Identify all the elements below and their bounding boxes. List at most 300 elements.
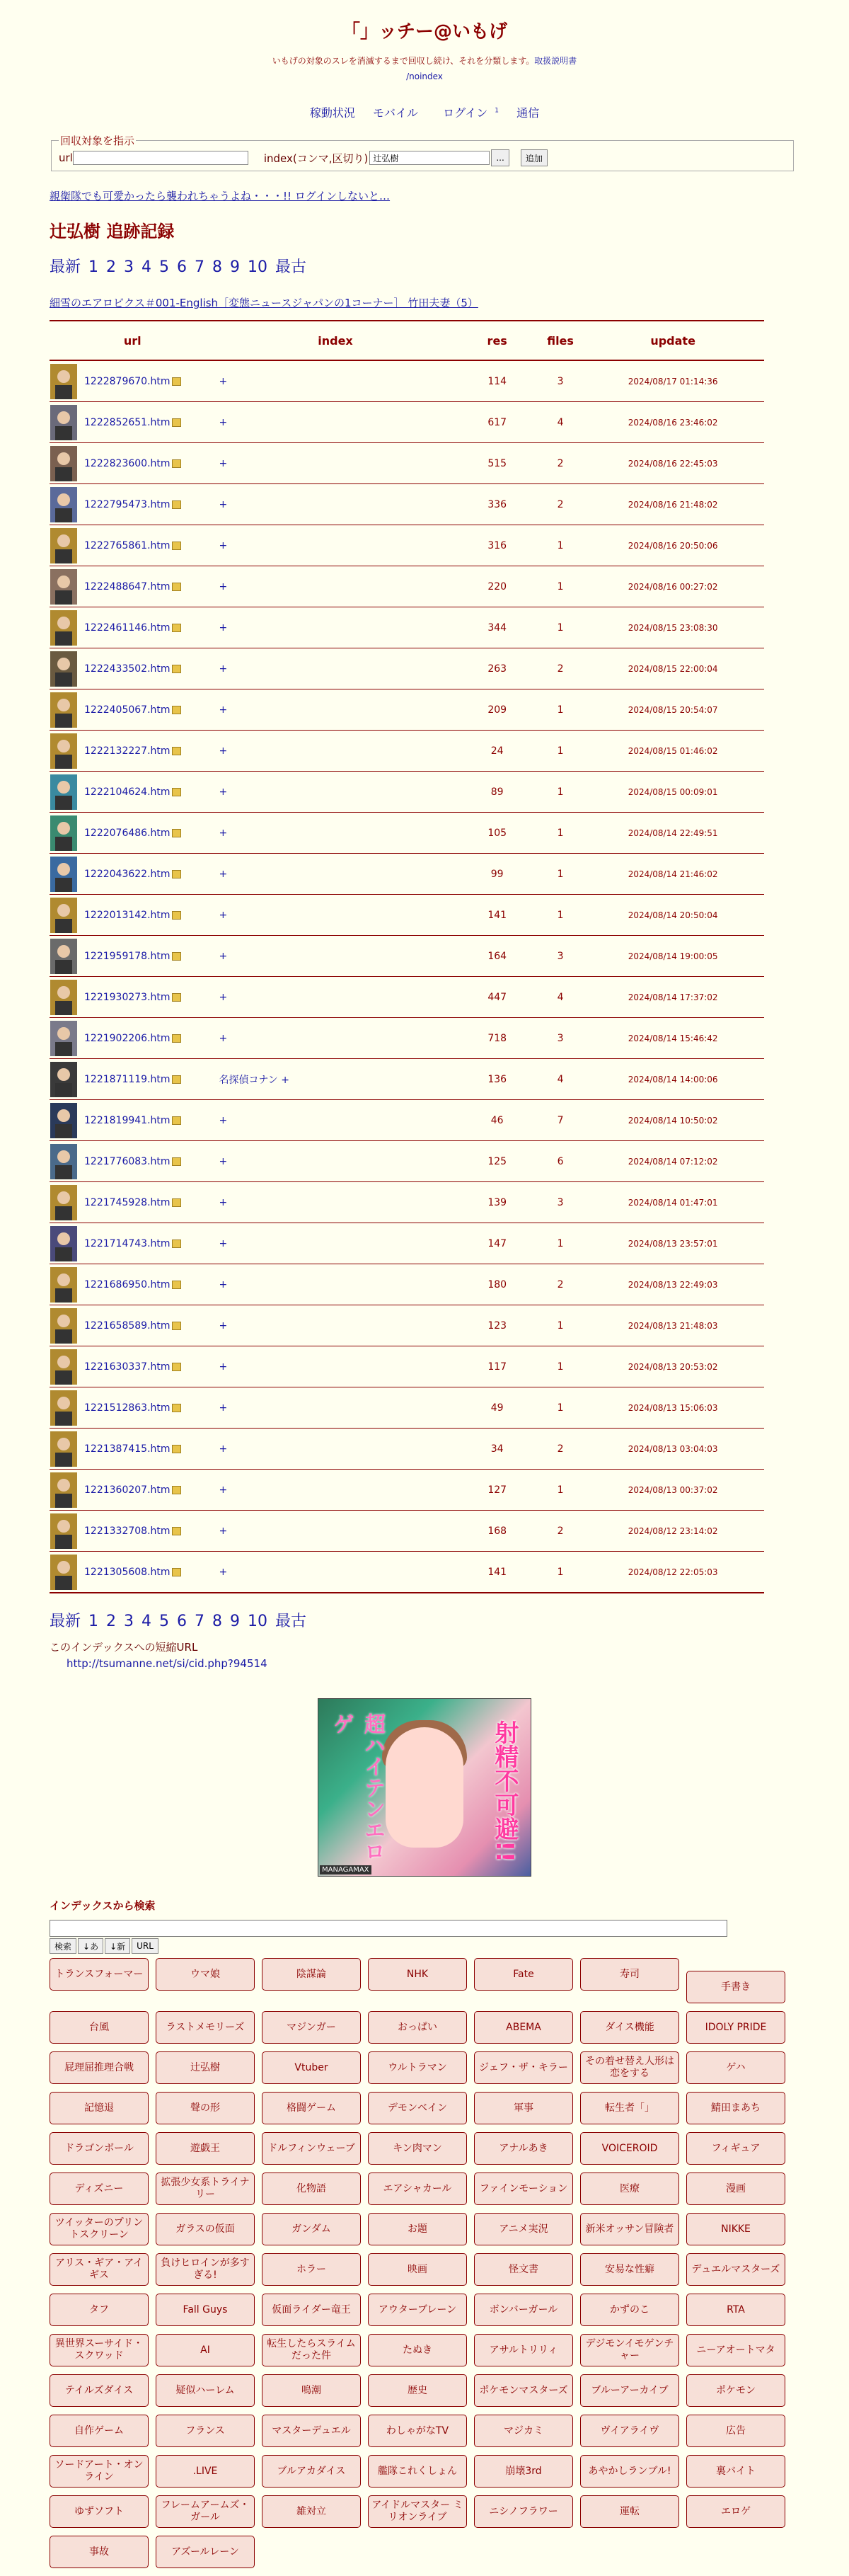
thread-link[interactable]: 1221630337.htm (84, 1361, 171, 1373)
thumb-body (55, 1083, 72, 1097)
table-row (50, 1223, 764, 1264)
table-row (50, 443, 764, 484)
pager-newest[interactable]: 最新 (50, 258, 81, 276)
sort-new-button[interactable]: ↓新 (105, 1938, 130, 1954)
tag-button[interactable]: 軍事 (474, 2092, 573, 2124)
files-cell: 4 (539, 977, 582, 1018)
update-cell: 2024/08/14 22:49:51 (582, 813, 764, 854)
thread-thumbnail[interactable] (50, 487, 77, 522)
files-cell: 1 (539, 1552, 582, 1593)
table-row (50, 484, 764, 525)
pager-page[interactable]: 9 (230, 258, 241, 276)
tag-button[interactable]: アリス・ギア・アイギス (50, 2253, 149, 2286)
tag-button[interactable]: ABEMA (474, 2011, 573, 2044)
thread-thumbnail[interactable] (50, 569, 77, 605)
tag-button[interactable]: わしゃがなTV (368, 2415, 467, 2447)
index-input[interactable] (369, 151, 490, 165)
res-cell: 34 (455, 1429, 538, 1470)
tag-button[interactable]: 鯖田まあち (686, 2092, 785, 2124)
manual-link[interactable]: 取扱説明書 (534, 56, 577, 66)
files-cell: 3 (539, 360, 582, 402)
tag-button[interactable]: Fate (474, 1958, 573, 1991)
url-cell (50, 443, 216, 484)
tag-button[interactable]: ブルアカダイス (262, 2455, 361, 2488)
pager-page[interactable]: 9 (230, 1613, 241, 1630)
pager-page[interactable]: 5 (159, 258, 170, 276)
thread-link[interactable]: 1221871119.htm (84, 1073, 171, 1085)
tag-button[interactable]: 記憶退 (50, 2092, 149, 2124)
index-cell (216, 1018, 456, 1059)
tag-button[interactable]: .LIVE (156, 2455, 255, 2488)
thumb-face (57, 1397, 70, 1409)
tag-button[interactable]: 安易な性癖 (580, 2253, 679, 2286)
index-link[interactable]: + (219, 580, 228, 593)
pager-page[interactable]: 10 (248, 1613, 268, 1630)
update-cell: 2024/08/15 22:00:04 (582, 648, 764, 689)
thread-thumbnail[interactable] (50, 1431, 77, 1467)
thread-link[interactable]: 1221512863.htm (84, 1402, 171, 1414)
thread-thumbnail[interactable] (50, 1021, 77, 1056)
pager-page[interactable]: 2 (106, 1613, 117, 1630)
tag-button[interactable]: アサルトリリィ (474, 2334, 573, 2366)
thread-thumbnail[interactable] (50, 980, 77, 1015)
files-cell: 2 (539, 1511, 582, 1552)
index-cell (216, 731, 456, 772)
thread-link[interactable]: 1221745928.htm (84, 1196, 171, 1208)
tag-button[interactable]: ブルーアーカイブ (580, 2374, 679, 2407)
thumb-face (57, 1273, 70, 1286)
thread-thumbnail[interactable] (50, 1555, 77, 1590)
tag-button[interactable]: お題 (368, 2213, 467, 2245)
index-link[interactable]: + (219, 1525, 228, 1537)
table-row (50, 1429, 764, 1470)
tag-button[interactable]: たぬき (368, 2334, 467, 2366)
index-cell (216, 854, 456, 895)
thread-link[interactable]: 1222461146.htm (84, 622, 171, 634)
tag-button[interactable]: ニシノフラワー (474, 2495, 573, 2528)
tag-button[interactable]: ゲハ (686, 2051, 785, 2084)
tag-button[interactable]: 崩壊3rd (474, 2455, 573, 2488)
pager-page[interactable]: 1 (88, 1613, 99, 1630)
pager-page[interactable]: 3 (124, 1613, 134, 1630)
thread-link[interactable]: 1221360207.htm (84, 1484, 171, 1496)
tag-button[interactable]: デジモンイモゲンチャー (580, 2334, 679, 2366)
index-link[interactable]: + (219, 375, 228, 387)
thumb-face (57, 1109, 70, 1122)
nav-login[interactable] (436, 106, 499, 120)
thumb-body (55, 508, 72, 522)
index-link[interactable]: + (219, 745, 228, 757)
tag-button[interactable]: RTA (686, 2294, 785, 2326)
pager-page[interactable]: 1 (88, 258, 99, 276)
tag-button[interactable]: NHK (368, 1958, 467, 1991)
tag-button[interactable]: Vtuber (262, 2051, 361, 2084)
tag-button[interactable]: 辻弘樹 (156, 2051, 255, 2084)
tag-button[interactable]: 聲の形 (156, 2092, 255, 2124)
ad-banner[interactable] (318, 1698, 531, 1877)
tag-button[interactable]: 医療 (580, 2173, 679, 2205)
tag-button[interactable]: アイドルマスター ミリオンライブ (368, 2495, 467, 2528)
thread-thumbnail[interactable] (50, 1185, 77, 1220)
recent-thread-link[interactable]: 細雪のエアロビクス＃001-English［変態ニュースジャパンの1コーナー］ 竹田夫妻（5） (50, 297, 478, 309)
search-title: インデックスから検索 (50, 1899, 156, 1912)
index-search-input[interactable] (50, 1920, 727, 1937)
tag-button[interactable]: ツイッターのプリントスクリーン (50, 2213, 149, 2245)
index-link[interactable]: + (219, 1114, 228, 1126)
tag-button[interactable]: 怪文書 (474, 2253, 573, 2286)
files-cell: 2 (539, 1429, 582, 1470)
sort-kana-button[interactable]: ↓あ (78, 1938, 103, 1954)
tag-button[interactable]: 屁理屈推理合戦 (50, 2051, 149, 2084)
index-cell (216, 1141, 456, 1182)
thread-link[interactable]: 1222405067.htm (84, 704, 171, 716)
tag-button[interactable]: ポケモン (686, 2374, 785, 2407)
nav-status[interactable]: 稼動状況 (309, 106, 355, 120)
lock-icon (172, 1116, 181, 1125)
tag-button[interactable]: テイルズダイス (50, 2374, 149, 2407)
login-notice-link[interactable]: 親衛隊でも可愛かったら襲われちゃうよね・・・!! ログインしないと… (50, 190, 391, 202)
tag-button[interactable]: 陰謀論 (262, 1958, 361, 1991)
index-link[interactable]: + (219, 1566, 228, 1578)
index-link[interactable]: + (219, 416, 228, 428)
site-title[interactable]: 「」ッチー@いもげ (341, 21, 507, 42)
url-cell (50, 854, 216, 895)
tag-button[interactable]: 寿司 (580, 1958, 679, 1991)
tag-button[interactable]: その着せ替え人形は恋をする (580, 2051, 679, 2084)
tag-button[interactable]: 広告 (686, 2415, 785, 2447)
tag-button[interactable]: フレームアームズ・ガール (156, 2495, 255, 2528)
tag-button[interactable]: ダイス機能 (580, 2011, 679, 2044)
tag-button[interactable]: 仮面ライダー竜王 (262, 2294, 361, 2326)
tag-button[interactable]: デュエルマスターズ (686, 2253, 785, 2286)
thread-thumbnail[interactable] (50, 651, 77, 687)
index-link[interactable]: + (219, 1402, 228, 1414)
index-link[interactable]: + (219, 539, 228, 551)
thread-thumbnail[interactable] (50, 1349, 77, 1385)
tag-button[interactable]: あやかしランブル! (580, 2455, 679, 2488)
thread-link[interactable]: 1222488647.htm (84, 580, 171, 593)
tag-button[interactable]: アウターブレーン (368, 2294, 467, 2326)
thread-link[interactable]: 1222043622.htm (84, 868, 171, 880)
thread-link[interactable]: 1222104624.htm (84, 786, 171, 798)
thumb-face (57, 576, 70, 588)
thumb-face (57, 945, 70, 958)
thumb-body (55, 549, 72, 563)
tag-button[interactable]: 格闘ゲーム (262, 2092, 361, 2124)
thread-thumbnail[interactable] (50, 1144, 77, 1179)
tag-button[interactable]: かずのこ (580, 2294, 679, 2326)
tag-button[interactable]: マジンガー (262, 2011, 361, 2044)
tag-button[interactable]: アナルあき (474, 2132, 573, 2165)
nav-login-label[interactable]: ログイン (443, 106, 488, 120)
files-cell: 4 (539, 1059, 582, 1100)
thread-link[interactable]: 1222879670.htm (84, 375, 171, 387)
thread-thumbnail[interactable] (50, 364, 77, 399)
thread-link[interactable]: 1221305608.htm (84, 1566, 171, 1578)
thread-link[interactable]: 1221387415.htm (84, 1443, 171, 1455)
index-link[interactable]: + (219, 1443, 228, 1455)
tag-button[interactable]: ソードアート・オンライン (50, 2455, 149, 2488)
index-link[interactable]: + (219, 786, 228, 798)
thumb-body (55, 1370, 72, 1385)
thread-link[interactable]: 1221332708.htm (84, 1525, 171, 1537)
index-link[interactable]: + (219, 663, 228, 675)
tag-button[interactable]: 疑似ハーレム (156, 2374, 255, 2407)
thread-thumbnail[interactable] (50, 774, 77, 810)
thread-link[interactable]: 1221902206.htm (84, 1032, 171, 1044)
thread-thumbnail[interactable] (50, 528, 77, 563)
res-cell: 136 (455, 1059, 538, 1100)
tag-button[interactable]: デモンベイン (368, 2092, 467, 2124)
pager-newest[interactable]: 最新 (50, 1613, 81, 1630)
thread-link[interactable]: 1222132227.htm (84, 745, 171, 757)
tag-button[interactable]: マスターデュエル (262, 2415, 361, 2447)
tag-button[interactable]: VOICEROID (580, 2132, 679, 2165)
update-cell: 2024/08/15 20:54:07 (582, 689, 764, 731)
thread-thumbnail[interactable] (50, 1062, 77, 1097)
index-link[interactable]: + (219, 1237, 228, 1249)
lock-icon (172, 747, 181, 755)
tag-button[interactable]: 自作ゲーム (50, 2415, 149, 2447)
thread-link[interactable]: 1221686950.htm (84, 1278, 171, 1290)
tag-button[interactable]: ジェフ・ザ・キラー (474, 2051, 573, 2084)
pager-page[interactable]: 8 (212, 258, 223, 276)
tag-button[interactable]: IDOLY PRIDE (686, 2011, 785, 2044)
thread-thumbnail[interactable] (50, 692, 77, 728)
url-button[interactable]: URL (132, 1938, 158, 1954)
index-link[interactable]: + (219, 1196, 228, 1208)
pager-page[interactable]: 7 (195, 1613, 205, 1630)
tag-button[interactable]: 運転 (580, 2495, 679, 2528)
tag-button[interactable]: AI (156, 2334, 255, 2366)
tag-list (50, 1958, 792, 2576)
col-index: index (216, 321, 456, 360)
url-input[interactable] (73, 151, 248, 165)
update-cell: 2024/08/16 20:50:06 (582, 525, 764, 566)
index-link[interactable]: + (219, 498, 228, 510)
tag-button[interactable]: ウマ娘 (156, 1958, 255, 1991)
tag-button[interactable]: ゆずソフト (50, 2495, 149, 2528)
tag-button[interactable]: ニーアオートマタ (686, 2334, 785, 2366)
index-link[interactable]: + (219, 1320, 228, 1332)
tag-button[interactable]: ラストメモリーズ (156, 2011, 255, 2044)
tag-button[interactable]: 漫画 (686, 2173, 785, 2205)
thread-thumbnail[interactable] (50, 1226, 77, 1261)
thread-link[interactable]: 1222852651.htm (84, 416, 171, 428)
tag-button[interactable]: 艦隊これくしょん (368, 2455, 467, 2488)
noindex-link[interactable]: /noindex (406, 71, 443, 81)
tag-button[interactable]: Fall Guys (156, 2294, 255, 2326)
index-link[interactable]: + (219, 991, 228, 1003)
tag-button[interactable]: 転生したらスライムだった件 (262, 2334, 361, 2366)
index-link[interactable]: + (219, 704, 228, 716)
thread-thumbnail[interactable] (50, 857, 77, 892)
thread-link[interactable]: 1221819941.htm (84, 1114, 171, 1126)
tag-button[interactable]: タフ (50, 2294, 149, 2326)
index-cell (216, 1100, 456, 1141)
tag-button[interactable]: ガラスの仮面 (156, 2213, 255, 2245)
index-link[interactable]: 名探偵コナン + (219, 1074, 289, 1086)
update-cell: 2024/08/15 23:08:30 (582, 607, 764, 648)
thread-thumbnail[interactable] (50, 898, 77, 933)
index-cell (216, 566, 456, 607)
thread-thumbnail[interactable] (50, 815, 77, 851)
tag-button[interactable]: エロゲ (686, 2495, 785, 2528)
thread-thumbnail[interactable] (50, 405, 77, 440)
thread-link[interactable]: 1222795473.htm (84, 498, 171, 510)
thread-link[interactable]: 1222823600.htm (84, 457, 171, 469)
thread-thumbnail[interactable] (50, 446, 77, 481)
index-link[interactable]: + (219, 909, 228, 921)
res-cell: 336 (455, 484, 538, 525)
tag-button[interactable]: ディズニー (50, 2173, 149, 2205)
thread-thumbnail[interactable] (50, 1472, 77, 1508)
pager-page[interactable]: 10 (248, 258, 268, 276)
index-link[interactable]: + (219, 950, 228, 962)
files-cell: 2 (539, 1264, 582, 1305)
tag-button[interactable]: 異世界スーサイド・スクワッド (50, 2334, 149, 2366)
lock-icon (172, 1445, 181, 1453)
thread-link[interactable]: 1222076486.htm (84, 827, 171, 839)
index-picker-button[interactable]: ... (491, 149, 509, 166)
pager-oldest[interactable]: 最古 (275, 258, 307, 276)
thumb-face (57, 781, 70, 794)
thread-thumbnail[interactable] (50, 1267, 77, 1303)
tag-button[interactable]: ポケモンマスターズ (474, 2374, 573, 2407)
tag-button[interactable]: ウルトラマン (368, 2051, 467, 2084)
tag-button[interactable]: マジカミ (474, 2415, 573, 2447)
res-cell: 125 (455, 1141, 538, 1182)
tag-button[interactable]: 裏バイト (686, 2455, 785, 2488)
index-link[interactable]: + (219, 827, 228, 839)
tag-button[interactable]: フランス (156, 2415, 255, 2447)
thread-link[interactable]: 1221714743.htm (84, 1237, 171, 1249)
lock-icon (172, 1240, 181, 1248)
thumb-body (55, 631, 72, 646)
search-button[interactable]: 検索 (50, 1938, 76, 1954)
thread-thumbnail[interactable] (50, 939, 77, 974)
pager-page[interactable]: 6 (177, 258, 187, 276)
index-link[interactable]: + (219, 868, 228, 880)
thread-link[interactable]: 1222433502.htm (84, 663, 171, 675)
index-link[interactable]: + (219, 1032, 228, 1044)
tag-button[interactable]: ボンバーガール (474, 2294, 573, 2326)
tag-button[interactable]: エアシャカール (368, 2173, 467, 2205)
res-cell: 114 (455, 360, 538, 402)
table-row (50, 1141, 764, 1182)
res-cell: 316 (455, 525, 538, 566)
site-description-text: いもげの対象のスレを消滅するまで回収し続け、それを分類します。 (272, 56, 535, 66)
tag-button[interactable]: フィギュア (686, 2132, 785, 2165)
tag-button[interactable]: 新米オッサン冒険者 (580, 2213, 679, 2245)
tag-button[interactable]: ホラー (262, 2253, 361, 2286)
tag-button[interactable]: 鳴潮 (262, 2374, 361, 2407)
pager-page[interactable]: 2 (106, 258, 117, 276)
pager-oldest[interactable]: 最古 (275, 1613, 307, 1630)
table-row (50, 525, 764, 566)
thread-link[interactable]: 1222013142.htm (84, 909, 171, 921)
thumb-body (55, 1288, 72, 1303)
index-link[interactable]: + (219, 1484, 228, 1496)
tag-button[interactable]: 映画 (368, 2253, 467, 2286)
tag-button[interactable]: NIKKE (686, 2213, 785, 2245)
short-url-link[interactable]: http://tsumanne.net/si/cid.php?94514 (67, 1657, 267, 1670)
update-cell: 2024/08/16 21:48:02 (582, 484, 764, 525)
index-cell (216, 772, 456, 813)
tag-button[interactable]: 手書き (686, 1971, 785, 2003)
tag-button[interactable]: 遊戯王 (156, 2132, 255, 2165)
thread-thumbnail[interactable] (50, 610, 77, 646)
thread-thumbnail[interactable] (50, 733, 77, 769)
ad-text-left: 超ハイテンエロゲ (329, 1713, 385, 1862)
pager-page[interactable]: 5 (159, 1613, 170, 1630)
tag-button[interactable]: ドルフィンウェーブ (262, 2132, 361, 2165)
tag-button[interactable]: 歴史 (368, 2374, 467, 2407)
pager-page[interactable]: 6 (177, 1613, 187, 1630)
tag-button[interactable]: アニメ実況 (474, 2213, 573, 2245)
thread-link[interactable]: 1221776083.htm (84, 1155, 171, 1167)
pager-page[interactable]: 7 (195, 258, 205, 276)
index-link[interactable]: + (219, 622, 228, 634)
thumb-face (57, 740, 70, 752)
pager-page[interactable]: 4 (142, 258, 152, 276)
index-link[interactable]: + (219, 1278, 228, 1290)
thread-link[interactable]: 1221930273.htm (84, 991, 171, 1003)
nav-comm[interactable]: 通信 (516, 106, 540, 120)
files-cell: 2 (539, 484, 582, 525)
thread-link[interactable]: 1221959178.htm (84, 950, 171, 962)
pager-page[interactable]: 3 (124, 258, 134, 276)
tag-button[interactable]: キン肉マン (368, 2132, 467, 2165)
pager-page[interactable]: 8 (212, 1613, 223, 1630)
tag-button[interactable]: ヴイアライヴ (580, 2415, 679, 2447)
thread-thumbnail[interactable] (50, 1390, 77, 1426)
tag-button[interactable]: 拡張少女系トライナリー (156, 2173, 255, 2205)
tag-button[interactable]: 台風 (50, 2011, 149, 2044)
thread-link[interactable]: 1221658589.htm (84, 1320, 171, 1332)
tag-button[interactable]: ドラゴンボール (50, 2132, 149, 2165)
add-button[interactable]: 追加 (521, 149, 548, 166)
thread-link[interactable]: 1222765861.htm (84, 539, 171, 551)
tag-button[interactable]: 雑対立 (262, 2495, 361, 2528)
tag-button[interactable]: アズールレーン (156, 2536, 255, 2568)
pager-page[interactable]: 4 (142, 1613, 152, 1630)
res-cell: 127 (455, 1470, 538, 1511)
update-cell: 2024/08/12 23:14:02 (582, 1511, 764, 1552)
thread-thumbnail[interactable] (50, 1513, 77, 1549)
index-link[interactable]: + (219, 457, 228, 469)
tag-button[interactable]: 事故 (50, 2536, 149, 2568)
url-cell (50, 484, 216, 525)
thumb-body (55, 960, 72, 974)
index-link[interactable]: + (219, 1361, 228, 1373)
index-link[interactable]: + (219, 1155, 228, 1167)
thread-thumbnail[interactable] (50, 1103, 77, 1138)
tag-button[interactable]: ファインモーション (474, 2173, 573, 2205)
tag-button[interactable]: 化物語 (262, 2173, 361, 2205)
nav-mobile[interactable]: モバイル (372, 106, 418, 120)
url-cell (50, 977, 216, 1018)
index-cell (216, 1182, 456, 1223)
tag-button[interactable]: 転生者「」 (580, 2092, 679, 2124)
tag-button[interactable]: 負けヒロインが多すぎる! (156, 2253, 255, 2286)
files-cell: 1 (539, 525, 582, 566)
tag-button[interactable]: おっぱい (368, 2011, 467, 2044)
thread-thumbnail[interactable] (50, 1308, 77, 1344)
tag-button[interactable]: ガンダム (262, 2213, 361, 2245)
tag-button[interactable]: トランスフォーマー (50, 1958, 149, 1991)
lock-icon (172, 1486, 181, 1494)
